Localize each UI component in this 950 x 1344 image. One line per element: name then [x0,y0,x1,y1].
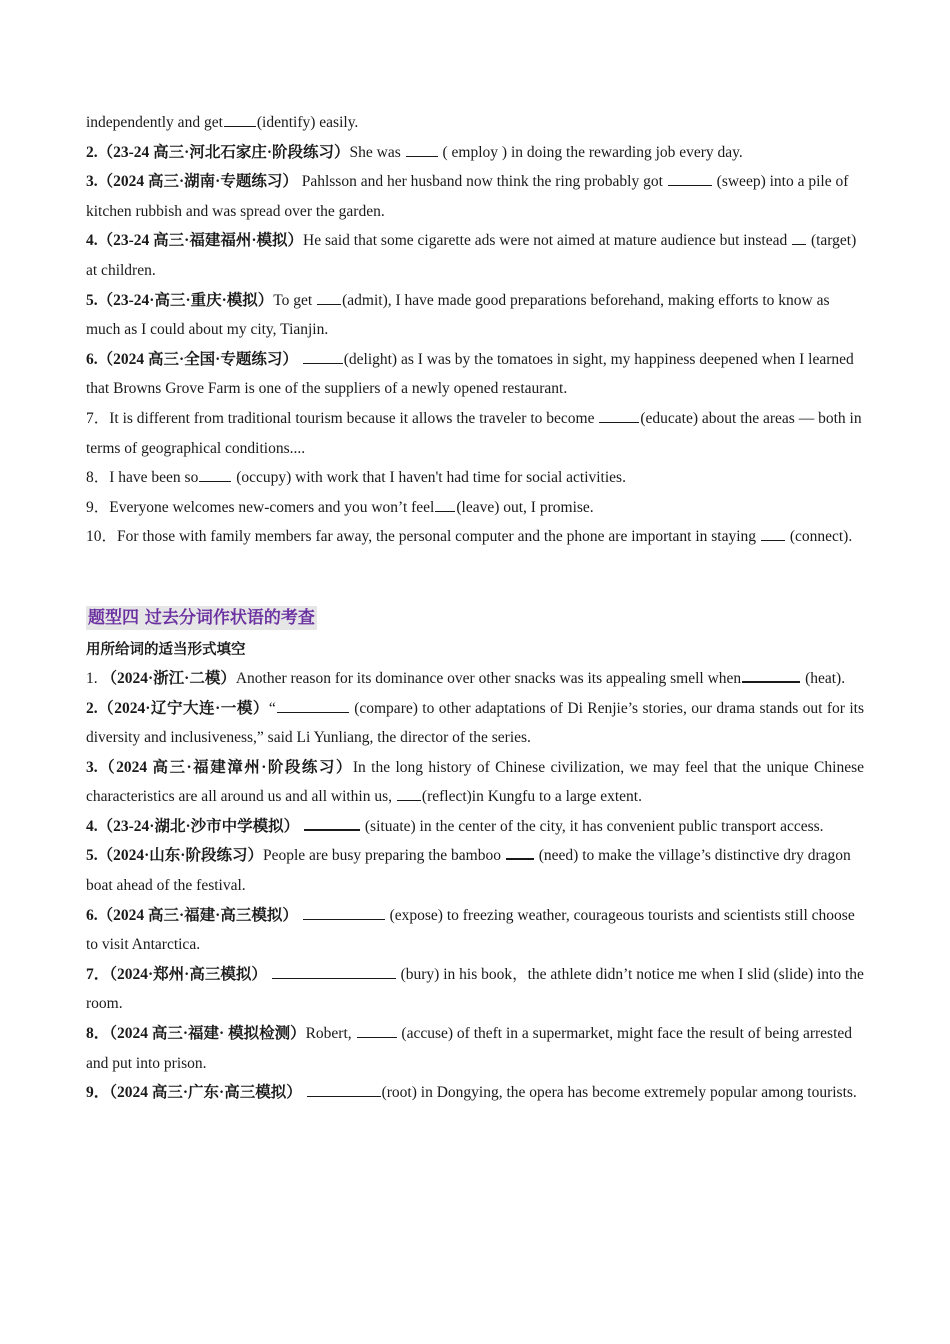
question-item: 7．It is different from traditional tourism because it allows the traveler to become (educate) about the areas — both in terms of geographical conditions.... [86,409,862,457]
question-item: 4.（23-24·湖北·沙市中学模拟） (situate) in the center of the city, it has convenient public transport access. [86,817,824,835]
question-item: 10．For those with family members far away, the personal computer and the phone are important in staying (connect). [86,528,853,546]
answer-blank[interactable] [277,699,349,713]
answer-blank[interactable] [199,468,231,482]
question-source: 6.（2024 高三·福建·高三模拟） [86,906,298,924]
document-page [86,108,864,1108]
answer-blank[interactable] [304,816,360,831]
question-source: 2.（2024·辽宁大连·一模） [86,699,269,717]
answer-blank[interactable] [397,787,421,801]
question-item: 2.（2024·辽宁大连·一模）“ (compare) to other adaptations of Di Renjie’s stories, our drama stands out for its diversity and inclusiveness,” said Li Yunliang, the director of the series. [86,699,864,747]
question-item: 3.（2024 高三·福建漳州·阶段练习）In the long history of Chinese civilization, we may feel that the unique Chinese characteristics are all around us and all within us, (reflect)in Kungfu to a large extent. [86,758,864,806]
question-item: 2.（23-24 高三·河北石家庄·阶段练习）She was ( employ ) in doing the rewarding job every day. [86,143,743,161]
question-item: 5.（23-24·高三·重庆·模拟）To get (admit), I have made good preparations beforehand, making efforts to know as much as I could about my city, Tianjin. [86,291,830,339]
question-item: 6.（2024 高三·全国·专题练习） (delight) as I was by the tomatoes in sight, my happiness deepened when I learned that Browns Grove Farm is one of the suppliers of a newly opened restaurant. [86,350,854,398]
question-item: 9．Everyone welcomes new-comers and you won’t feel (leave) out, I promise. [86,498,594,516]
answer-blank[interactable] [303,350,343,364]
answer-blank[interactable] [668,172,712,186]
answer-blank[interactable] [599,409,639,423]
section-instruction: 用所给词的适当形式填空 [86,641,246,658]
question-item: 1. （2024·浙江·二模）Another reason for its dominance over other snacks was its appealing smell when (heat). [86,669,846,687]
question-item: independently and get (identify) easily. [86,114,359,131]
section-heading: 题型四 过去分词作状语的考查 [88,607,315,628]
answer-blank[interactable] [506,845,534,860]
question-source: 5.（2024·山东·阶段练习） [86,847,263,865]
question-source: 9．（2024 高三·广东·高三模拟） [86,1084,302,1102]
question-item: 7．（2024·郑州·高三模拟） (bury) in his book，the athlete didn’t notice me when I slid (slide) into the room. [86,965,864,1013]
answer-blank[interactable] [224,113,256,127]
answer-blank[interactable] [761,527,785,541]
question-item: 3.（2024 高三·湖南·专题练习） Pahlsson and her husband now think the ring probably got (sweep) into a pile of kitchen rubbish and was spread over the garden. [86,173,849,220]
question-source: 4.（23-24 高三·福建福州·模拟） [86,232,304,250]
question-source: 7．（2024·郑州·高三模拟） [86,965,267,983]
answer-blank[interactable] [307,1083,381,1097]
question-source: 4.（23-24·湖北·沙市中学模拟） [86,817,300,835]
answer-blank[interactable] [272,965,396,979]
answer-blank[interactable] [303,906,385,920]
question-source: 8．（2024 高三·福建· 模拟检测） [86,1025,306,1043]
answer-blank[interactable] [357,1024,397,1038]
question-source: 6.（2024 高三·全国·专题练习） [86,350,298,368]
answer-blank[interactable] [792,231,806,245]
question-item: 9．（2024 高三·广东·高三模拟） (root) in Dongying, the opera has become extremely popular among tourists. [86,1084,857,1102]
answer-blank[interactable] [317,291,341,305]
answer-blank[interactable] [406,143,438,157]
question-item: 6.（2024 高三·福建·高三模拟） (expose) to freezing weather, courageous tourists and scientists still choose to visit Antarctica. [86,906,855,954]
question-source: 2.（23-24 高三·河北石家庄·阶段练习） [86,143,350,161]
question-source: 5.（23-24·高三·重庆·模拟） [86,291,274,309]
question-item: 8．（2024 高三·福建· 模拟检测）Robert, (accuse) of theft in a supermarket, might face the result of being arrested and put into prison. [86,1025,853,1072]
answer-blank[interactable] [435,498,455,512]
answer-blank[interactable] [742,668,800,683]
question-item: 4.（23-24 高三·福建福州·模拟）He said that some cigarette ads were not aimed at mature audience but instead (target) at children. [86,232,857,279]
question-source: （2024·浙江·二模） [101,669,236,687]
question-source: 3.（2024 高三·福建漳州·阶段练习） [86,758,353,776]
question-item: 5.（2024·山东·阶段练习）People are busy preparing the bamboo (need) to make the village’s distinctive dry dragon boat ahead of the festival. [86,847,851,895]
question-source: 3.（2024 高三·湖南·专题练习） [86,173,298,191]
question-item: 8．I have been so (occupy) with work that I haven't had time for social activities. [86,469,626,487]
